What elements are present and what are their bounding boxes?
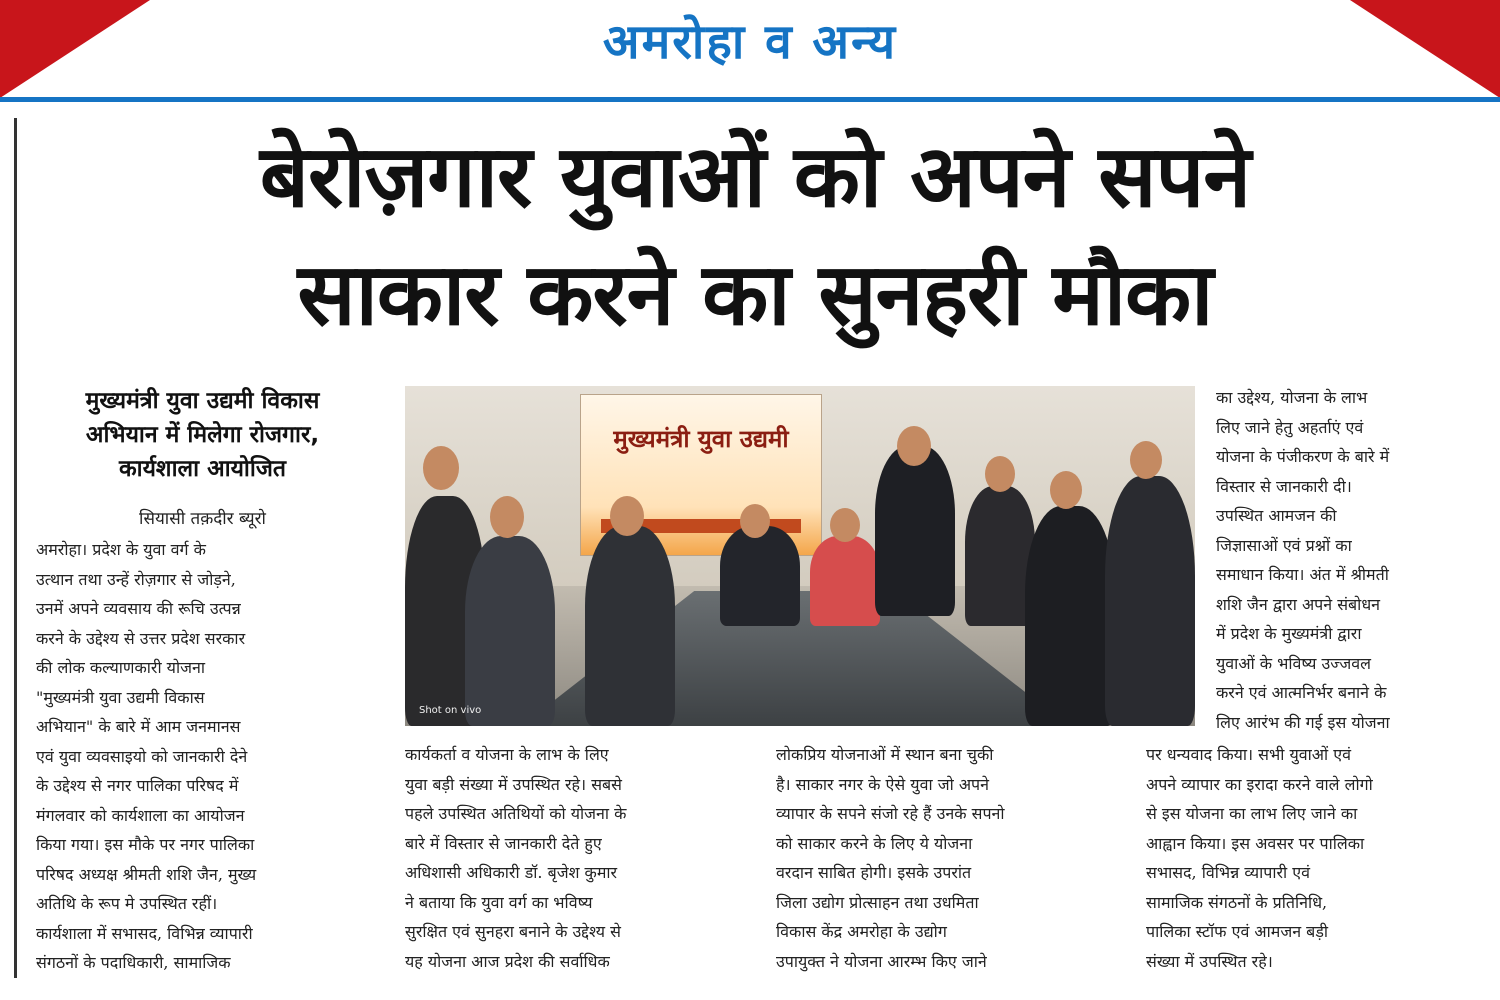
- text-line: में प्रदेश के मुख्यमंत्री द्वारा: [1216, 624, 1362, 643]
- article-column-1: [36, 535, 372, 978]
- attendee: [1025, 506, 1115, 726]
- column-rule: [14, 118, 17, 978]
- text-line: युवाओं के भविष्य उज्जवल: [1216, 653, 1372, 673]
- attendee-head: [490, 496, 524, 538]
- attendee-head: [897, 426, 931, 466]
- text-line: से इस योजना का लाभ लिए जाने का: [1146, 804, 1358, 823]
- headline-line-1: बेरोज़गार युवाओं को अपने सपने: [259, 127, 1251, 227]
- attendee: [875, 446, 955, 616]
- text-line: जिला उद्योग प्रोत्साहन तथा उधमिता: [776, 892, 979, 912]
- text-line: संख्या में उपस्थित रहे।: [1146, 951, 1273, 971]
- text-line: है। साकार नगर के ऐसे युवा जो अपने: [776, 774, 990, 794]
- section-title: अमरोहा व अन्य: [602, 14, 898, 70]
- text-line: आह्वान किया। इस अवसर पर पालिका: [1146, 833, 1365, 853]
- subhead-line: मुख्यमंत्री युवा उद्यमी विकास: [85, 388, 320, 414]
- text-line: किया गया। इस मौके पर नगर पालिका: [36, 835, 255, 854]
- page-bottom: [0, 985, 1500, 1000]
- text-line: मंगलवार को कार्यशाला का आयोजन: [36, 805, 245, 825]
- text-line: संगठनों के पदाधिकारी, सामाजिक: [36, 953, 231, 972]
- text-line: अभियान" के बारे में आम जनमानस: [36, 717, 241, 736]
- text-line: करने के उद्देश्य से उत्तर प्रदेश सरकार: [36, 628, 246, 648]
- article-column-4-top: [1216, 383, 1482, 737]
- text-line: अधिशासी अधिकारी डॉ. बृजेश कुमार: [405, 863, 618, 882]
- attendee: [465, 536, 555, 726]
- text-line: के उद्देश्य से नगर पालिका परिषद में: [36, 776, 239, 795]
- attendee: [810, 536, 880, 626]
- text-line: ने बताया कि युवा वर्ग का भविष्य: [405, 892, 593, 912]
- article-column-2: [405, 740, 743, 976]
- subheadline: [30, 384, 375, 486]
- headline-line-2: साकार करने का सुनहरी मौका: [297, 245, 1213, 345]
- attendee-head: [740, 504, 770, 538]
- header-rule: [0, 97, 1500, 102]
- text-line: लोकप्रिय योजनाओं में स्थान बना चुकी: [776, 745, 994, 764]
- text-line: युवा बड़ी संख्या में उपस्थित रहे। सबसे: [405, 774, 622, 794]
- attendee-head: [1130, 441, 1162, 479]
- attendee: [720, 526, 800, 626]
- text-line: सामाजिक संगठनों के प्रतिनिधि,: [1146, 892, 1328, 912]
- attendee: [1105, 476, 1195, 726]
- banner-text: मुख्यमंत्री युवा उद्यमी: [613, 425, 789, 453]
- attendee-head: [610, 496, 644, 536]
- text-line: पालिका स्टॉफ एवं आमजन बड़ी: [1146, 922, 1329, 941]
- text-line: योजना के पंजीकरण के बारे में: [1216, 447, 1390, 466]
- text-line: बारे में विस्तार से जानकारी देते हुए: [405, 833, 602, 853]
- text-line: लिए आरंभ की गई इस योजना: [1216, 712, 1390, 732]
- text-line: अपने व्यापार का इरादा करने वाले लोगो: [1146, 774, 1373, 794]
- attendee-head: [985, 456, 1015, 492]
- text-line: पहले उपस्थित अतिथियों को योजना के: [405, 804, 627, 823]
- text-line: शशि जैन द्वारा अपने संबोधन: [1216, 594, 1381, 614]
- text-line: व्यापार के सपने संजो रहे हैं उनके सपनो: [776, 804, 1005, 823]
- subhead-line: अभियान में मिलेगा रोजगार,: [85, 422, 320, 448]
- text-line: समाधान किया। अंत में श्रीमती: [1216, 565, 1389, 584]
- text-line: की लोक कल्याणकारी योजना: [36, 658, 206, 677]
- headline: [20, 118, 1490, 354]
- text-line: सुरक्षित एवं सुनहरा बनाने के उद्देश्य से: [405, 922, 621, 941]
- attendee-head: [423, 446, 459, 490]
- text-line: वरदान साबित होगी। इसके उपरांत: [776, 863, 972, 882]
- text-line: कार्यशाला में सभासद, विभिन्न व्यापारी: [36, 923, 253, 943]
- attendee: [585, 526, 675, 726]
- text-line: यह योजना आज प्रदेश की सर्वाधिक: [405, 951, 610, 971]
- photo-caption: Shot on vivo: [419, 705, 482, 716]
- text-line: अतिथि के रूप मे उपस्थित रहीं।: [36, 894, 218, 913]
- text-line: करने एवं आत्मनिर्भर बनाने के: [1216, 683, 1387, 702]
- text-line: एवं युवा व्यवसाइयो को जानकारी देने: [36, 746, 248, 766]
- article-column-3: [776, 740, 1114, 976]
- text-line: अमरोहा। प्रदेश के युवा वर्ग के: [36, 540, 206, 559]
- text-line: पर धन्यवाद किया। सभी युवाओं एवं: [1146, 745, 1351, 764]
- text-line: उपस्थित आमजन की: [1216, 506, 1337, 525]
- attendee-head: [1050, 471, 1082, 509]
- text-line: "मुख्यमंत्री युवा उद्यमी विकास: [36, 687, 205, 707]
- text-line: उत्थान तथा उन्हें रोज़गार से जोड़ने,: [36, 569, 236, 589]
- article-column-4-bottom: [1146, 740, 1482, 976]
- text-line: उनमें अपने व्यवसाय की रूचि उत्पन्न: [36, 599, 241, 618]
- text-line: का उद्देश्य, योजना के लाभ: [1216, 388, 1368, 407]
- text-line: सभासद, विभिन्न व्यापारी एवं: [1146, 863, 1310, 882]
- text-line: विस्तार से जानकारी दी।: [1216, 476, 1352, 496]
- subhead-line: कार्यशाला आयोजित: [118, 456, 287, 482]
- byline: सियासी तक़दीर ब्यूरो: [139, 509, 266, 529]
- text-line: जिज्ञासाओं एवं प्रश्नों का: [1216, 535, 1352, 555]
- text-line: परिषद अध्यक्ष श्रीमती शशि जैन, मुख्य: [36, 864, 257, 884]
- text-line: उपायुक्त ने योजना आरम्भ किए जाने: [776, 951, 987, 971]
- event-photo: [405, 386, 1195, 726]
- text-line: को साकार करने के लिए ये योजना: [776, 833, 973, 853]
- text-line: कार्यकर्ता व योजना के लाभ के लिए: [405, 745, 609, 764]
- attendee-head: [830, 508, 860, 542]
- text-line: विकास केंद्र अमरोहा के उद्योग: [776, 922, 947, 941]
- text-line: लिए जाने हेतु अहर्ताएं एवं: [1216, 417, 1364, 437]
